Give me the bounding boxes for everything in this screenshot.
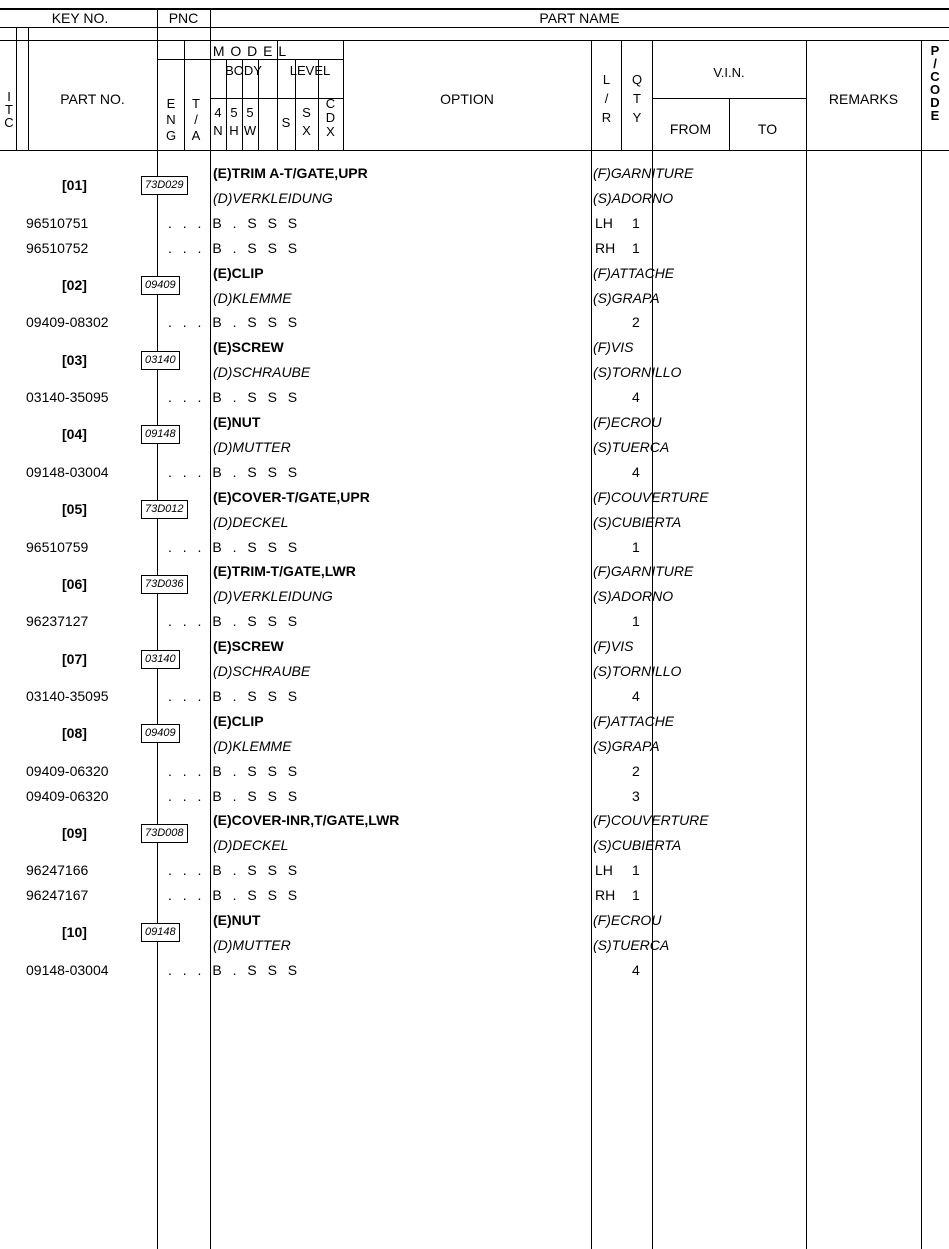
option-english-name: (E)COVER-T/GATE,UPR xyxy=(213,488,370,505)
part-number: 09148-03004 xyxy=(26,463,109,480)
part-name-header: PART NAME xyxy=(539,10,620,26)
key-no: [07] xyxy=(62,650,87,667)
option-french-name: (F)ECROU xyxy=(593,414,662,430)
qty-value: 1 xyxy=(632,613,640,630)
qty-header: Q T Y xyxy=(631,72,643,125)
lr-value: RH xyxy=(595,239,616,256)
option-spanish-name: (S)ADORNO xyxy=(593,189,674,206)
part-number: 09409-06320 xyxy=(26,762,109,779)
model-marks: . . . B . S S S xyxy=(168,613,299,630)
option-german-name: (D)KLEMME xyxy=(213,737,292,754)
option-english-name: (E)CLIP xyxy=(213,712,264,729)
model-marks: . . . B . S S S xyxy=(168,314,299,331)
part-number: 96237127 xyxy=(26,613,89,630)
qty-value: 2 xyxy=(632,314,640,331)
option-english-name: (E)NUT xyxy=(213,912,261,928)
level-header: LEVEL xyxy=(289,63,331,78)
model-marks: . . . B . S S S xyxy=(168,214,299,231)
itc-header: I T C xyxy=(4,89,14,130)
part-number: 96510751 xyxy=(26,214,89,231)
option-english-name: (E)SCREW xyxy=(213,638,284,655)
option-spanish-name: (S)CUBIERTA xyxy=(593,837,682,854)
key-no: [02] xyxy=(62,277,87,294)
key-no: [05] xyxy=(62,501,87,518)
qty-value: 1 xyxy=(632,887,640,904)
part-number: 96510752 xyxy=(26,239,89,256)
model-marks: . . . B . S S S xyxy=(168,887,299,904)
pcode-header: P / C O D E xyxy=(929,43,941,123)
pnc-code: 09148 xyxy=(141,425,180,444)
pnc-code: 09409 xyxy=(141,724,180,743)
option-french-name: (F)COUVERTURE xyxy=(593,812,709,829)
part-number: 03140-35095 xyxy=(26,687,109,704)
option-spanish-name: (S)CUBIERTA xyxy=(593,513,682,530)
lr-value: LH xyxy=(595,862,613,879)
header-divider xyxy=(0,27,949,28)
option-french-name: (F)COUVERTURE xyxy=(593,488,709,505)
option-spanish-name: (S)TORNILLO xyxy=(593,663,682,679)
vin-to-header: TO xyxy=(757,121,778,137)
key-no: [10] xyxy=(62,924,87,941)
part-number: 96247167 xyxy=(26,887,89,904)
qty-value: 4 xyxy=(632,687,640,704)
option-french-name: (F)ATTACHE xyxy=(593,264,675,281)
option-german-name: (D)VERKLEIDUNG xyxy=(213,189,333,206)
option-spanish-name: (S)TUERCA xyxy=(593,936,670,953)
model-marks: . . . B . S S S xyxy=(168,538,299,555)
lr-value: RH xyxy=(595,887,616,904)
part-number: 09148-03004 xyxy=(26,961,109,978)
model-marks: . . . B . S S S xyxy=(168,463,299,480)
vin-from-header: FROM xyxy=(669,121,712,137)
model-header: M O D E L xyxy=(212,43,288,59)
qty-value: 1 xyxy=(632,538,640,555)
option-spanish-name: (S)ADORNO xyxy=(593,588,674,605)
pnc-code: 73D008 xyxy=(141,824,188,843)
model-marks: . . . B . S S S xyxy=(168,787,299,804)
option-french-name: (F)ECROU xyxy=(593,912,662,928)
model-marks: . . . B . S S S xyxy=(168,239,299,256)
qty-value: 2 xyxy=(632,762,640,779)
option-spanish-name: (S)TUERCA xyxy=(593,438,670,455)
vin-header: V.I.N. xyxy=(713,65,745,80)
level-col-s: S xyxy=(281,115,291,130)
eng-header: E N G xyxy=(165,96,177,143)
qty-value: 4 xyxy=(632,389,640,406)
body-col-5h: 5 H xyxy=(229,105,239,138)
option-english-name: (E)NUT xyxy=(213,414,261,430)
pnc-code: 09409 xyxy=(141,276,180,295)
qty-value: 4 xyxy=(632,961,640,978)
option-french-name: (F)GARNITURE xyxy=(593,563,694,580)
option-german-name: (D)MUTTER xyxy=(213,438,291,455)
pnc-code: 73D012 xyxy=(141,500,188,519)
key-no-header: KEY NO. xyxy=(51,10,109,26)
level-col-cdx: C D X xyxy=(325,96,336,139)
model-marks: . . . B . S S S xyxy=(168,862,299,879)
option-spanish-name: (S)TORNILLO xyxy=(593,364,682,381)
part-number: 96247166 xyxy=(26,862,89,879)
option-german-name: (D)VERKLEIDUNG xyxy=(213,588,333,605)
option-spanish-name: (S)GRAPA xyxy=(593,737,660,754)
key-no: [06] xyxy=(62,575,87,592)
pnc-code: 73D029 xyxy=(141,176,188,195)
ta-header: T / A xyxy=(191,96,201,143)
body-header: BODY xyxy=(225,63,262,78)
pnc-header: PNC xyxy=(168,10,199,26)
option-french-name: (F)VIS xyxy=(593,339,634,356)
option-english-name: (E)COVER-INR,T/GATE,LWR xyxy=(213,812,400,829)
option-english-name: (E)CLIP xyxy=(213,264,264,281)
part-number: 96510759 xyxy=(26,538,89,555)
option-german-name: (D)KLEMME xyxy=(213,289,292,306)
qty-value: 1 xyxy=(632,239,640,256)
remarks-header: REMARKS xyxy=(828,91,899,107)
level-col-sx: S X xyxy=(302,105,311,138)
key-no: [08] xyxy=(62,725,87,742)
pnc-code: 03140 xyxy=(141,351,180,370)
option-french-name: (F)VIS xyxy=(593,638,634,655)
top-border xyxy=(0,8,949,10)
lr-header: L / R xyxy=(601,72,612,125)
subheader-top xyxy=(0,40,949,41)
part-no-header: PART NO. xyxy=(60,91,125,107)
key-no: [01] xyxy=(62,177,87,194)
option-english-name: (E)TRIM A-T/GATE,UPR xyxy=(213,165,368,181)
option-french-name: (F)GARNITURE xyxy=(593,165,694,181)
key-no: [04] xyxy=(62,426,87,443)
model-marks: . . . B . S S S xyxy=(168,687,299,704)
pnc-code: 73D036 xyxy=(141,575,188,594)
part-number: 09409-06320 xyxy=(26,787,109,804)
model-marks: . . . B . S S S xyxy=(168,762,299,779)
body-col-5w: 5 W xyxy=(243,105,257,138)
option-english-name: (E)SCREW xyxy=(213,339,284,356)
pnc-code: 03140 xyxy=(141,650,180,669)
qty-value: 3 xyxy=(632,787,640,804)
part-number: 03140-35095 xyxy=(26,389,109,406)
key-no: [03] xyxy=(62,351,87,368)
qty-value: 4 xyxy=(632,463,640,480)
part-number: 09409-08302 xyxy=(26,314,109,331)
option-german-name: (D)SCHRAUBE xyxy=(213,663,311,679)
pnc-code: 09148 xyxy=(141,923,180,942)
qty-value: 1 xyxy=(632,214,640,231)
option-spanish-name: (S)GRAPA xyxy=(593,289,660,306)
option-header: OPTION xyxy=(440,91,494,107)
option-german-name: (D)MUTTER xyxy=(213,936,291,953)
model-marks: . . . B . S S S xyxy=(168,961,299,978)
option-french-name: (F)ATTACHE xyxy=(593,712,675,729)
key-no: [09] xyxy=(62,824,87,841)
option-german-name: (D)DECKEL xyxy=(213,837,289,854)
lr-value: LH xyxy=(595,214,613,231)
option-english-name: (E)TRIM-T/GATE,LWR xyxy=(213,563,356,580)
option-german-name: (D)DECKEL xyxy=(213,513,289,530)
body-col-4n: 4 N xyxy=(213,105,223,138)
qty-value: 1 xyxy=(632,862,640,879)
model-marks: . . . B . S S S xyxy=(168,389,299,406)
option-german-name: (D)SCHRAUBE xyxy=(213,364,311,381)
